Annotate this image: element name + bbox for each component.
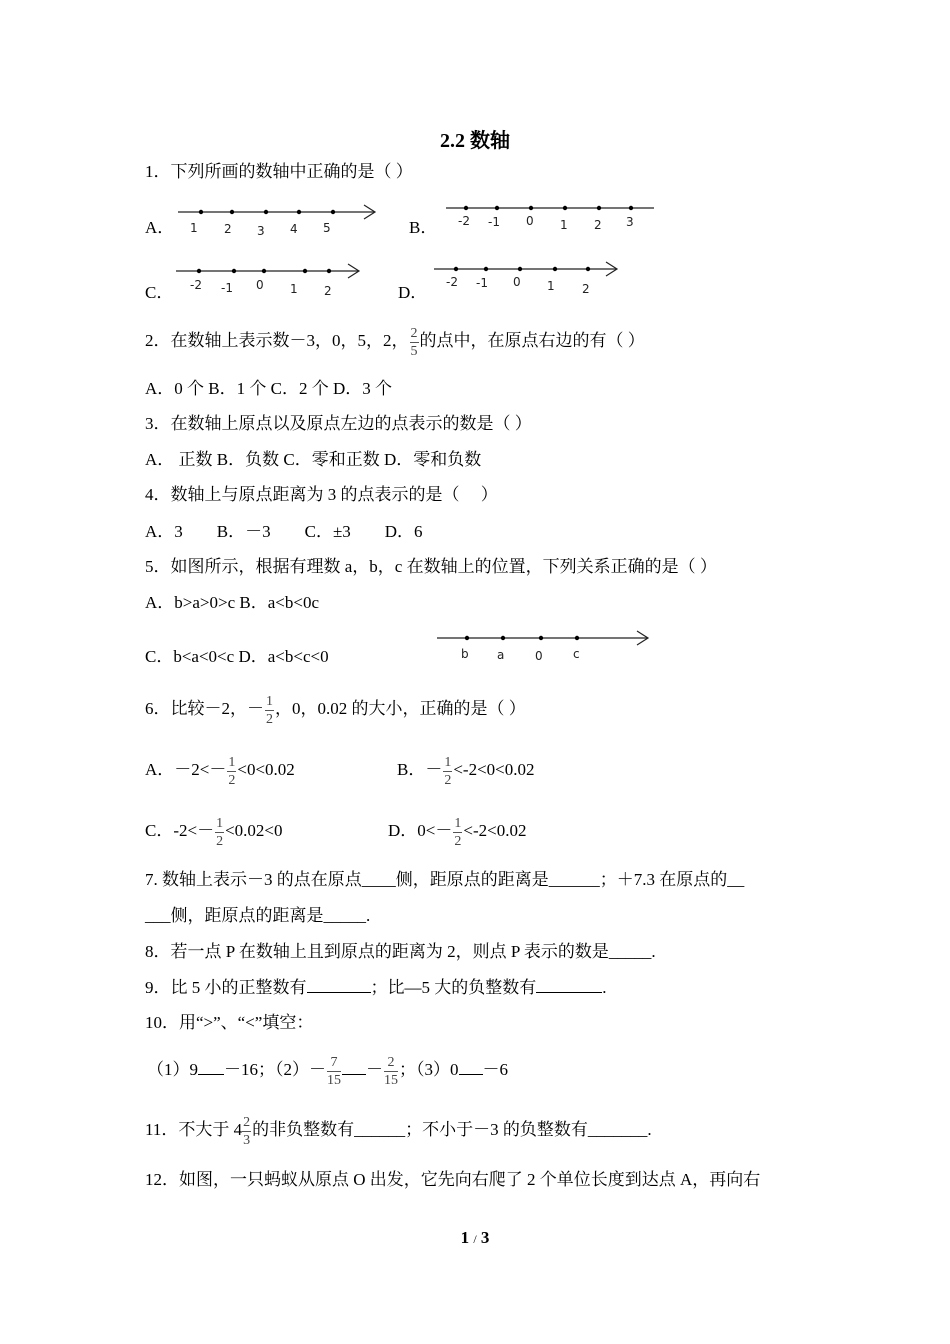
question-4-stem: 4．数轴上与原点距离为 3 的点表示的是（ ） xyxy=(145,485,498,504)
q1-option-b-label: B． xyxy=(409,218,438,237)
q1a-tick: 1 xyxy=(190,221,198,235)
q1c-tick: 0 xyxy=(256,278,264,292)
q1d-tick: -2 xyxy=(446,275,458,289)
question-5-stem: 5．如图所示，根据有理数 a，b，c 在数轴上的位置，下列关系正确的是（ ） xyxy=(145,557,717,576)
answer-blank[interactable] xyxy=(198,1058,224,1075)
q1-axis-d xyxy=(432,259,622,299)
q1-option-c-label: C． xyxy=(145,283,174,302)
answer-blank[interactable] xyxy=(536,976,602,993)
question-5-options-2: C．b<a<0<c D．a<b<c<0 xyxy=(145,647,329,666)
q1b-tick: -2 xyxy=(458,214,470,228)
q6-option-c: C．-2<－ $\frac{1}{2}$ <0.02<0 xyxy=(145,815,283,849)
question-1-stem: 1．下列所画的数轴中正确的是（ ） xyxy=(145,162,413,181)
q1b-tick: 2 xyxy=(594,218,602,232)
question-10-stem: 10．用“>”、“<”填空： xyxy=(145,1013,314,1032)
q5-tick: c xyxy=(573,647,580,661)
q1c-tick: 2 xyxy=(324,284,332,298)
answer-blank[interactable] xyxy=(307,976,371,993)
q1-axis-b xyxy=(444,198,658,234)
q5-tick: 0 xyxy=(535,649,543,663)
q1d-tick: 1 xyxy=(547,279,555,293)
q1d-tick: 0 xyxy=(513,275,521,289)
q1b-tick: 0 xyxy=(526,214,534,228)
q1b-tick: 3 xyxy=(626,215,634,229)
question-6-stem: 6．比较－2，－ $\frac{1}{2}$ ，0，0.02 的大小，正确的是（ ） xyxy=(145,693,526,727)
q1d-tick: -1 xyxy=(476,276,488,290)
q1a-tick: 4 xyxy=(290,222,298,236)
page-title: 2.2 数轴 xyxy=(440,130,510,152)
question-2-options: A．0 个 B．1 个 C．2 个 D．3 个 xyxy=(145,379,392,398)
q6-option-d: D．0<－ $\frac{1}{2}$ <-2<0.02 xyxy=(388,815,527,849)
q2-text: 的点中，在原点右边的有（ ） xyxy=(419,331,645,350)
q6-option-b: B．－ $\frac{1}{2}$ <-2<0<0.02 xyxy=(397,754,535,788)
fraction: $\frac{2}{5}$ xyxy=(410,325,418,359)
question-5-options-1: A．b>a>0>c B．a<b<0c xyxy=(145,593,319,612)
question-7-line-1: 7. 数轴上表示－3 的点在原点____侧，距原点的距离是______；＋7.3 在原点的__ xyxy=(145,870,745,889)
question-3-stem: 3．在数轴上原点以及原点左边的点表示的数是（ ） xyxy=(145,414,532,433)
q1-option-a-label: A． xyxy=(145,218,175,237)
question-7-line-2: ___侧，距原点的距离是_____. xyxy=(145,906,371,925)
question-4-options: A．3 B．－3 C．±3 D．6 xyxy=(145,522,423,541)
q1-axis-c xyxy=(174,261,366,301)
q1c-tick: 1 xyxy=(290,282,298,296)
q5-tick: b xyxy=(461,647,469,661)
q1a-tick: 3 xyxy=(257,224,265,238)
q5-axis xyxy=(435,628,653,664)
answer-blank[interactable] xyxy=(342,1058,366,1075)
q1c-tick: -2 xyxy=(190,278,202,292)
q1a-tick: 2 xyxy=(224,222,232,236)
question-3-options: A． 正数 B．负数 C．零和正数 D．零和负数 xyxy=(145,450,482,469)
question-9: 9．比 5 小的正整数有 ；比—5 大的负整数有 . xyxy=(145,978,607,997)
q1c-tick: -1 xyxy=(221,281,233,295)
q1b-tick: 1 xyxy=(560,218,568,232)
question-10-items: （1）9 －16；（2）－ $\frac{7}{15}$ － $\frac{2}{15}$ ；（3）0 －6 xyxy=(147,1054,508,1088)
answer-blank[interactable] xyxy=(459,1058,483,1075)
q1b-tick: -1 xyxy=(488,215,500,229)
q1d-tick: 2 xyxy=(582,282,590,296)
q6-option-a: A．－2<－ $\frac{1}{2}$ <0<0.02 xyxy=(145,754,295,788)
question-11: 11．不大于 4 $\frac{2}{3}$ 的非负整数有______；不小于－3 的负整数有_______. xyxy=(145,1114,652,1148)
q2-text: 2．在数轴上表示数－3，0，5，2， xyxy=(145,331,409,350)
question-12: 12．如图，一只蚂蚁从原点 O 出发，它先向右爬了 2 个单位长度到达点 A，再向右 xyxy=(145,1170,761,1189)
q1-option-d-label: D． xyxy=(398,283,428,302)
q5-tick: a xyxy=(497,648,505,662)
question-2-stem xyxy=(145,320,645,362)
q1a-tick: 5 xyxy=(323,221,331,235)
page-number: 1 / 3 xyxy=(460,1228,490,1247)
q1-axis-a xyxy=(176,202,386,242)
question-8: 8．若一点 P 在数轴上且到原点的距离为 2，则点 P 表示的数是_____. xyxy=(145,942,656,961)
